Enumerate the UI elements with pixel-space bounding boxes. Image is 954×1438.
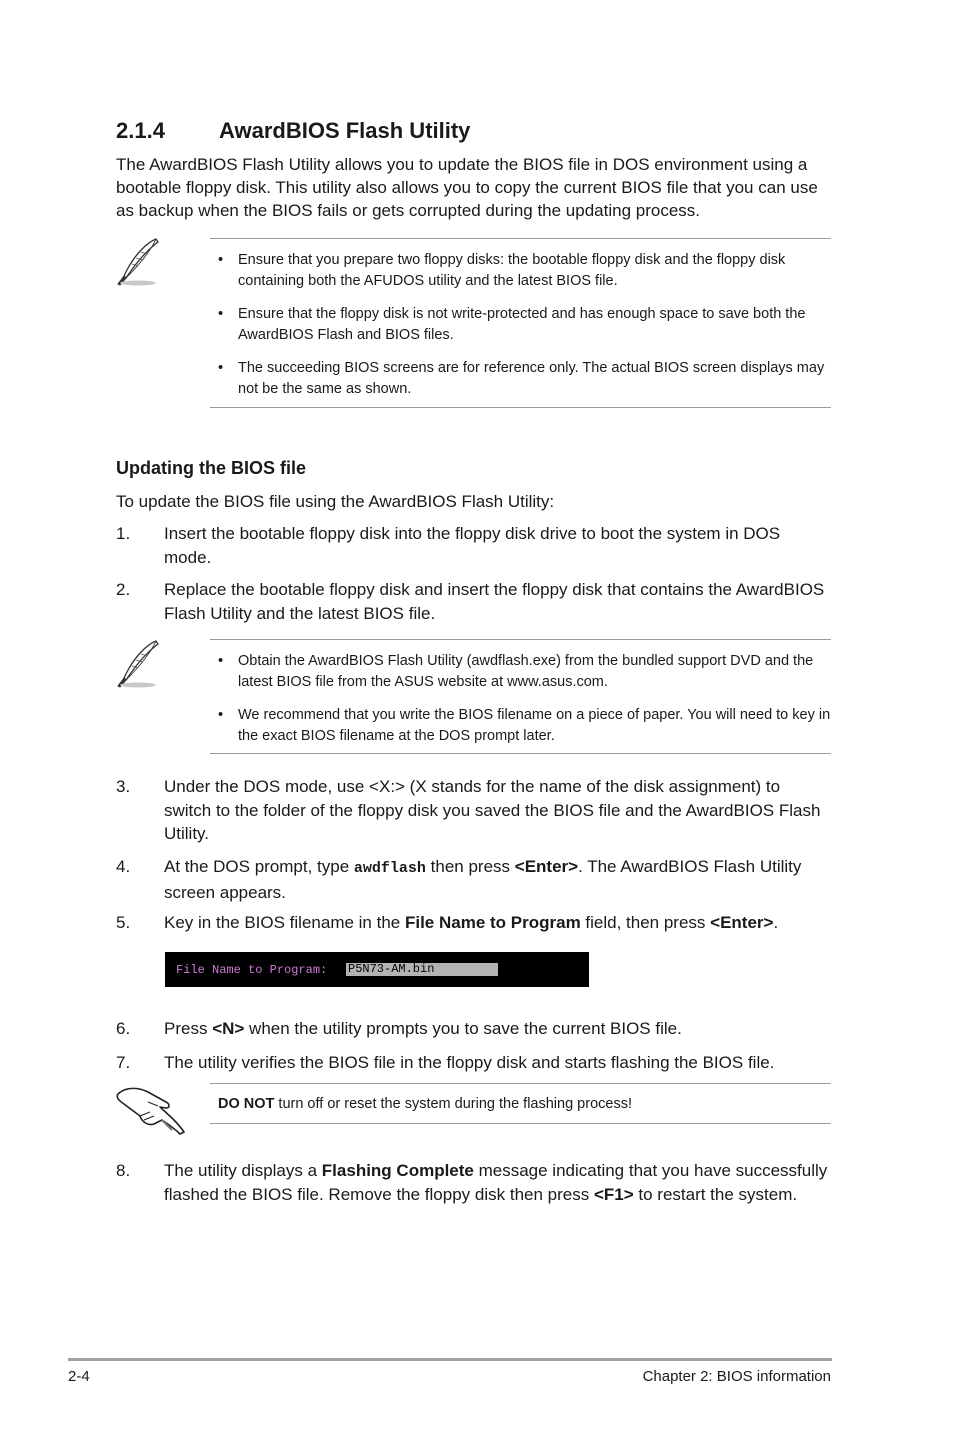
note-item: • Ensure that the floppy disk is not write-protected and has enough space to save both the AwardBIOS Flash and BIOS files. [218, 306, 806, 343]
pen-note-icon [112, 236, 166, 288]
bios-field-label: File Name to Program: [176, 963, 328, 977]
step-6: 6. Press <N> when the utility prompts you to save the current BIOS file. [116, 1019, 682, 1038]
note-item: • Ensure that you prepare two floppy disks: the bootable floppy disk and the floppy disk containing both the AFUDOS utility and the latest BIOS file. [218, 252, 786, 289]
section-title: AwardBIOS Flash Utility [219, 118, 471, 143]
flashing-complete-text: Flashing Complete [321, 1161, 474, 1180]
note-box-download [210, 639, 831, 754]
bios-screen-sample [165, 952, 589, 987]
key-enter: <Enter> [514, 857, 579, 876]
note-item: • We recommend that you write the BIOS filename on a piece of paper. You will need to key in the exact BIOS filename at the DOS prompt later. [218, 707, 831, 744]
note-item: • Obtain the AwardBIOS Flash Utility (awdflash.exe) from the bundled support DVD and the latest BIOS file from the ASUS website at www.asus.com. [218, 653, 814, 690]
step-8: 8. The utility displays a Flashing Complete message indicating that you have successfully flashed the BIOS file. Remove the floppy disk then press <F1> to restart the system. [116, 1161, 828, 1204]
field-name: File Name to Program [404, 913, 581, 932]
step-4: 4. At the DOS prompt, type awdflash then press <Enter>. The AwardBIOS Flash Utility screen appears. [116, 857, 802, 902]
pointing-hand-icon [114, 1080, 188, 1136]
subsection-lead: To update the BIOS file using the AwardBIOS Flash Utility: [116, 492, 555, 511]
section-number: 2.1.4 [116, 118, 165, 143]
key-f1: <F1> [593, 1184, 634, 1204]
command-text: awdflash [353, 860, 426, 877]
intro-paragraph: The AwardBIOS Flash Utility allows you to update the BIOS file in DOS environment using a bootable floppy disk. This utility also allows you to copy the current BIOS file that you can use as backup when the BIOS fails or gets corrupted during the updating process. [116, 155, 818, 220]
page-number: 2-4 [68, 1368, 90, 1385]
step-2: 2. Replace the bootable floppy disk and insert the floppy disk that contains the AwardBIOS Flash Utility and the latest BIOS file. [116, 580, 825, 623]
pen-note-icon [112, 638, 166, 690]
note-box-preparation [210, 238, 831, 408]
step-1: 1. Insert the bootable floppy disk into the floppy disk drive to boot the system in DOS mode. [116, 524, 781, 567]
subsection-title: Updating the BIOS file [116, 458, 307, 478]
note-item: • The succeeding BIOS screens are for reference only. The actual BIOS screen displays may not be the same as shown. [218, 360, 825, 397]
step-5: 5. Key in the BIOS filename in the File Name to Program field, then press <Enter>. [116, 913, 779, 932]
footer-rule [68, 1358, 832, 1361]
bios-filename-field: P5N73-AM.bin [346, 963, 498, 976]
section-heading [116, 118, 470, 144]
chapter-label: Chapter 2: BIOS information [642, 1368, 831, 1385]
key-enter: <Enter> [710, 913, 774, 932]
warning-box [210, 1083, 831, 1124]
step-3: 3. Under the DOS mode, use <X:> (X stands for the name of the disk assignment) to switch to the folder of the floppy disk you saved the BIOS file and the AwardBIOS Flash Utility. [116, 777, 821, 843]
warning-text: turn off or reset the system during the flashing process! [274, 1096, 632, 1112]
step-7: 7. The utility verifies the BIOS file in the floppy disk and starts flashing the BIOS file. [116, 1053, 775, 1072]
key-n: <N> [212, 1019, 245, 1038]
warning-strong: DO NOT [218, 1096, 275, 1112]
